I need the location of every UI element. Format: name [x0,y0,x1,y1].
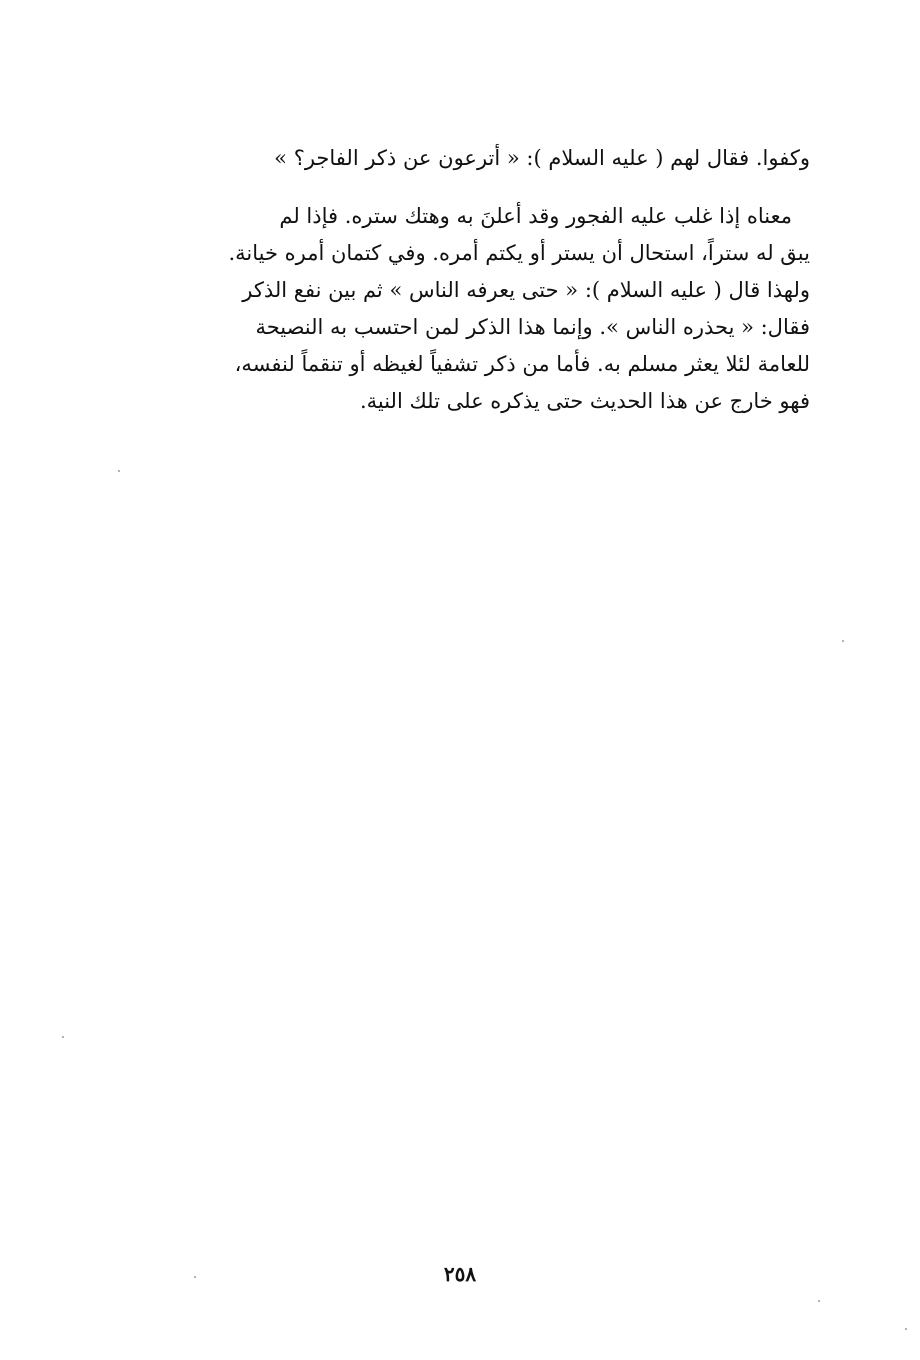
body-paragraph [100,198,810,420]
text-line: وكفوا. فقال لهم ( عليه السلام ): « أترعون عن ذكر الفاجر؟ » [274,146,810,170]
text-line: فقال: « يحذره الناس ». وإنما هذا الذكر لمن احتسب به النصيحة [255,315,810,339]
text-line: معناه إذا غلب عليه الفجور وقد أعلنَ به وهتك ستره. فإذا لم [279,204,792,228]
page-number: ٢٥٨ [443,1262,477,1286]
scan-speck [905,1328,907,1330]
text-line: يبق له ستراً، استحال أن يستر أو يكتم أمره. وفي كتمان أمره خيانة. [228,241,810,265]
text-line: للعامة لئلا يعثر مسلم به. فأما من ذكر تشفياً لغيظه أو تنقماً لنفسه، [234,352,810,376]
text-line: ولهذا قال ( عليه السلام ): « حتى يعرفه الناس » ثم بين نفع الذكر [242,278,810,302]
opening-line [100,140,810,177]
scan-speck [818,1300,820,1302]
scan-speck [842,640,844,642]
scan-speck [62,1036,64,1038]
scan-speck [194,1276,196,1278]
scan-speck [118,470,120,472]
text-line: فهو خارج عن هذا الحديث حتى يذكره على تلك النية. [359,389,810,413]
